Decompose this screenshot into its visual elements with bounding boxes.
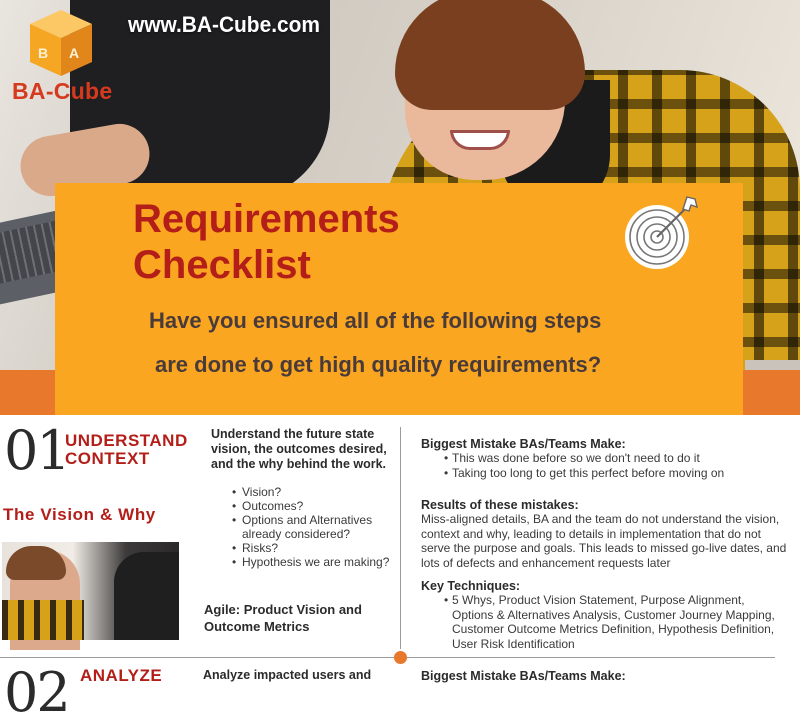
agile-note: Agile: Product Vision and Outcome Metrics: [204, 602, 362, 634]
photo-shirt-shape: [2, 600, 84, 640]
mistakes-heading: Biggest Mistake BAs/Teams Make:: [421, 437, 626, 451]
card-subtitle-line2: are done to get high quality requirements?: [155, 352, 602, 377]
next-mistakes-heading: Biggest Mistake BAs/Teams Make:: [421, 669, 626, 683]
photo-person-right-shape: [114, 552, 179, 640]
results-heading: Results of these mistakes:: [421, 498, 579, 512]
logo-text[interactable]: BA-Cube: [12, 78, 113, 104]
list-item: • Outcomes?: [232, 499, 392, 513]
step-questions-list: [232, 485, 392, 569]
step-title: [65, 432, 205, 468]
list-item: • Taking too long to get this perfect before moving on: [444, 466, 774, 481]
page-title: Requirements Checklist: [133, 197, 400, 287]
list-item: • This was done before so we don't need to do it: [444, 451, 774, 466]
results-text: Miss-aligned details, BA and the team do not understand the vision, context and why, leading to details in implementation that do not serve the purpose and goals. This leads to missed go-live dates, and lots of defects and enhancement requests later: [421, 512, 787, 570]
next-step-title: ANALYZE: [80, 666, 163, 685]
techniques-list: [444, 593, 784, 651]
step-photo: [2, 542, 179, 640]
step-number: 01: [4, 419, 69, 482]
list-item: • Risks?: [232, 541, 392, 555]
hair-shape: [395, 0, 585, 110]
title-card: [55, 183, 743, 415]
site-url[interactable]: www.BA-Cube.com: [128, 12, 320, 37]
techniques-heading: Key Techniques:: [421, 579, 521, 593]
next-step-number: 02: [4, 661, 69, 724]
divider-dot: [394, 651, 407, 664]
list-item: • 5 Whys, Product Vision Statement, Purpose Alignment, Options & Alternatives Analysis, Customer Journey Mapping, Customer Outcome Metrics Definition, Hypothesis Definition, User Risk Identification: [444, 593, 784, 651]
card-subtitle-line1: Have you ensured all of the following steps: [149, 308, 602, 333]
mistakes-list: [444, 451, 774, 480]
step-title-text: UNDERSTAND CONTEXT: [65, 431, 188, 468]
target-icon: [621, 193, 701, 273]
list-item: • Options and Alternatives already considered?: [232, 513, 392, 541]
list-item: • Hypothesis we are making?: [232, 555, 392, 569]
step-description: Understand the future state vision, the outcomes desired, and the why behind the work.: [211, 427, 387, 471]
list-item: • Vision?: [232, 485, 392, 499]
svg-text:A: A: [69, 45, 80, 61]
section-divider: [0, 657, 775, 658]
vertical-divider: [400, 427, 401, 649]
step-subtitle: The Vision & Why: [3, 505, 156, 524]
svg-text:B: B: [38, 45, 49, 61]
photo-hair-shape: [6, 546, 66, 580]
next-step-description: Analyze impacted users and: [203, 668, 372, 682]
